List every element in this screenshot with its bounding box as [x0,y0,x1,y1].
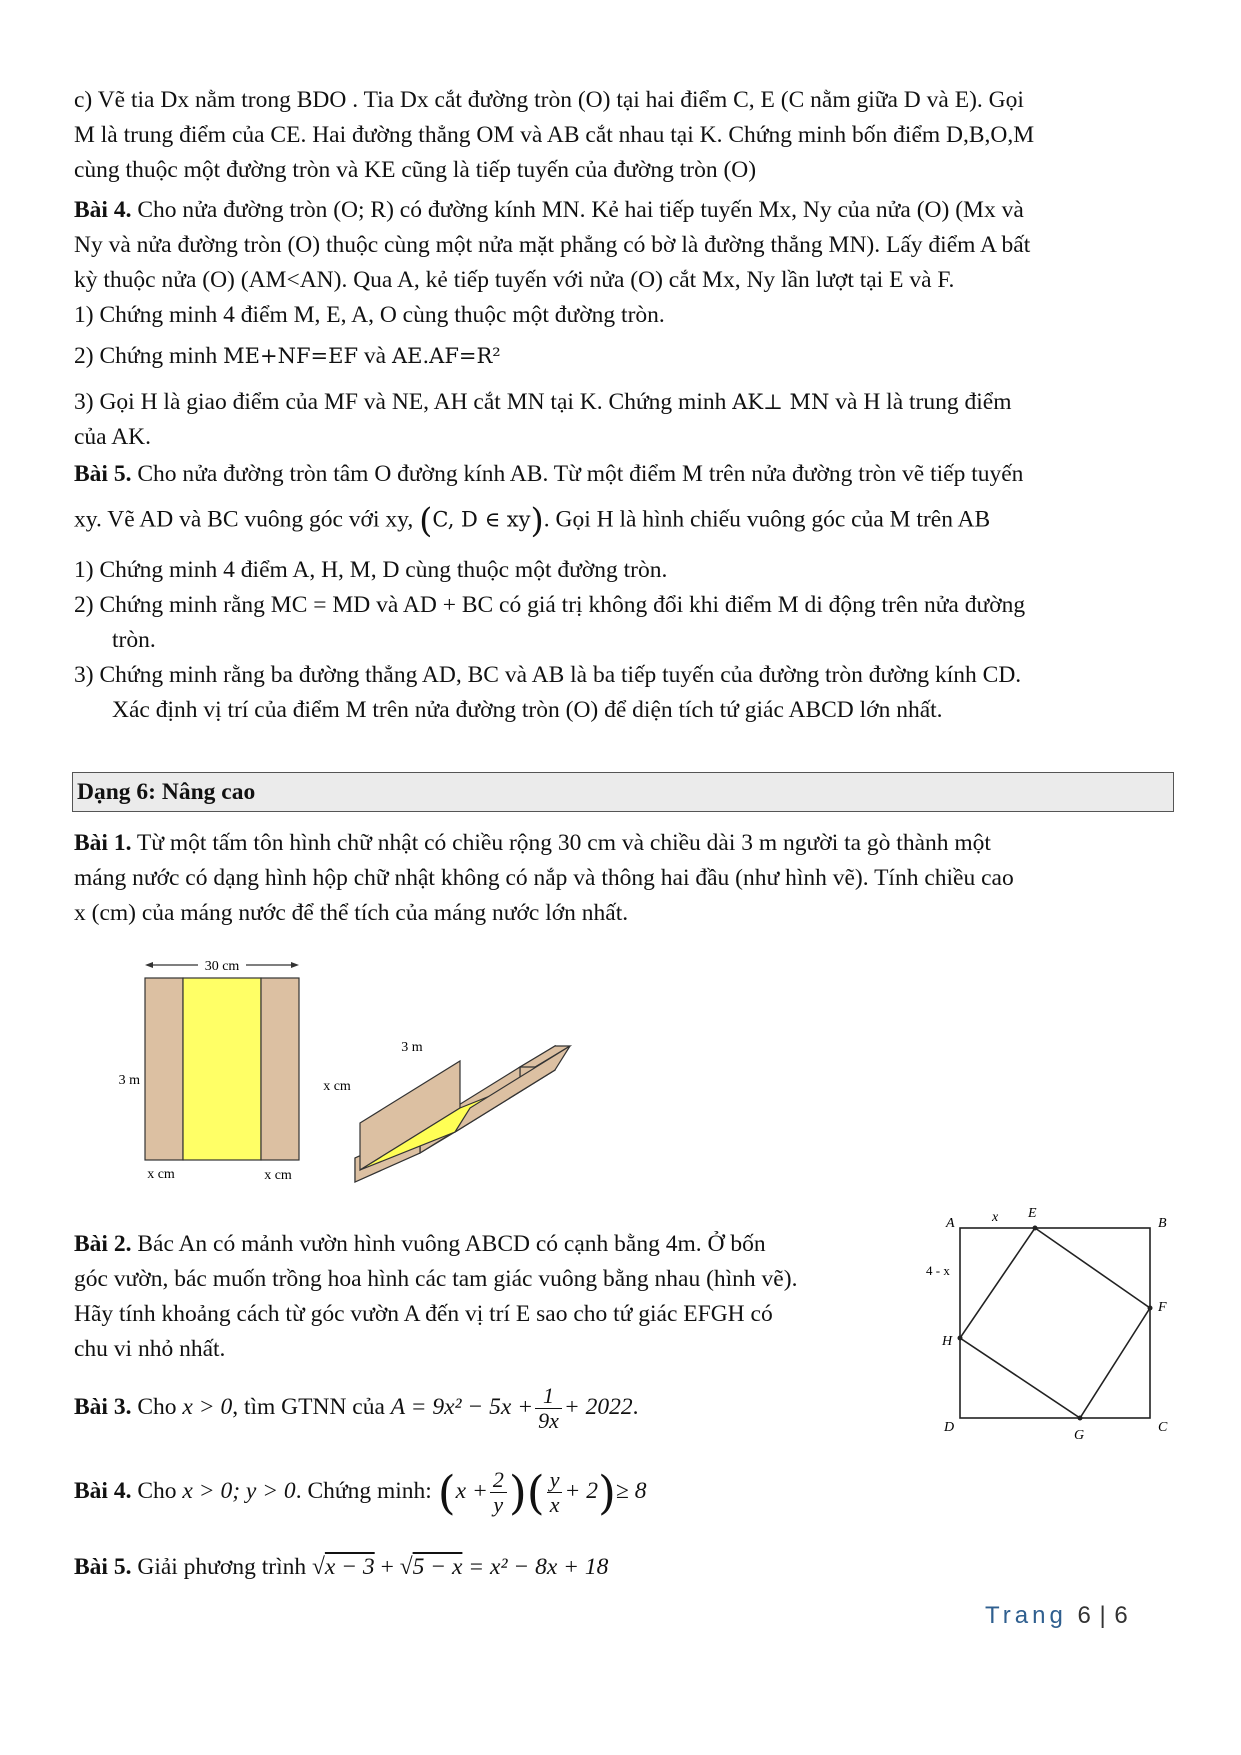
label-F: F [1158,1300,1167,1315]
bai5-text: Giải phương trình [131,1554,312,1580]
bai4-condition: x > 0; y > 0 [182,1478,296,1504]
bai3-text-a: Cho [131,1394,183,1420]
label-G: G [1074,1428,1085,1443]
bai5-prev-item-2-cont: tròn. [112,627,156,653]
bai4-f2-num: y [547,1468,563,1493]
bai4-prev-item-3-cont: của AK. [74,424,152,450]
bai4-f1-den: y [493,1492,504,1518]
x-left-label: x cm [147,1167,175,1182]
quadrilateral-efgh [960,1228,1150,1418]
label-4-minus-x: 4 - x [926,1263,950,1278]
label-E: E [1028,1206,1037,1221]
bai4-prev-item-2-text: 2) Chứng minh [74,343,224,369]
label-D: D [944,1420,955,1435]
bai5-prev-label: Bài 5. [74,461,132,487]
bai4-prev-item-3-math: AK⊥ MN [732,390,830,414]
part-c-line-2: M là trung điểm của CE. Hai đường thẳng OM và AB cắt nhau tại K. Chứng minh bốn điểm D,B,O,M [74,122,1035,148]
bai5-line: Bài 5. Giải phương trình √x − 3 + √5 − x = x² − 8x + 18 [74,1554,609,1580]
bai5-radical-1: x − 3 [324,1554,375,1580]
bai4-prev-item-3-text-b: và H là trung điểm [829,389,1012,415]
sheet-right-side [261,978,299,1160]
bai4-prev-item-2 [74,339,1172,374]
bai5-prev-math: C, D ∈ xy [432,507,531,532]
bai4-text-b: . Chứng minh: [295,1478,438,1504]
bai5-prev-item-3-cont: Xác định vị trí của điểm M trên nửa đường tròn (O) để diện tích tứ giác ABCD lớn nhất. [112,697,943,723]
bai4-prev-label: Bài 4. [74,197,132,223]
bai2-line-1 [74,1227,914,1262]
bai5-prev-line-2: xy. Vẽ AD và BC vuông góc với xy, (C, D ∈ xy). Gọi H là hình chiếu vuông góc của M trên AB [74,501,991,541]
bai3-text-b: , tìm GTNN của [232,1394,391,1420]
bai5-prev-line-1 [74,457,1172,492]
bai3-fraction [535,1384,562,1433]
bai4-x-plus: x + [455,1478,488,1504]
bai3-expr-b: + 2022 [563,1394,633,1420]
bai3-frac-den: 9x [538,1408,559,1434]
bai1-text-1: Từ một tấm tôn hình chữ nhật có chiều rộng 30 cm và chiều dài 3 m người ta gò thành một [131,830,991,856]
footer-label: Trang [985,1602,1067,1629]
bai5-prev-item-1: 1) Chứng minh 4 điểm A, H, M, D cùng thuộc một đường tròn. [74,557,668,583]
bai5-prev-text-2b: . Gọi H là hình chiếu vuông góc của M trên AB [543,506,991,533]
square-abcd [960,1228,1150,1418]
bai1-line-3: x (cm) của máng nước để thể tích của máng nước lớn nhất. [74,900,629,926]
bai4-line: Bài 4. Cho x > 0; y > 0. Chứng minh: (x + $\frac{2}{y}$ )( $\frac{y}{x}$ + 2)≥ 8 [74,1465,647,1520]
label-C: C [1158,1420,1168,1435]
trough-length-label: 3 m [401,1040,423,1055]
width-label: 30 cm [204,959,240,974]
bai2-line-3: Hãy tính khoảng cách từ góc vườn A đến vị trí E sao cho tứ giác EFGH có [74,1301,773,1327]
sheet-middle [183,978,261,1160]
bai4-prev-item-2-math-2: AE.AF=R² [391,344,501,368]
page-footer [985,1602,1129,1630]
bai5-label: Bài 5. [74,1554,132,1580]
bai4-prev-line-1 [74,193,1172,228]
section-header [72,772,1174,812]
label-H: H [942,1334,953,1349]
bai4-fraction-2 [547,1468,563,1517]
bai5-radical-2: 5 − x [412,1554,463,1580]
bai4-prev-item-3-text: 3) Gọi H là giao điểm của MF và NE, AH cắt MN tại K. Chứng minh [74,389,733,415]
bai1-line-1 [74,826,1172,861]
label-A: A [946,1216,955,1231]
label-B: B [1158,1216,1167,1231]
section-title: Dạng 6: Nâng cao [77,779,256,805]
bai5-prev-text-1: Cho nửa đường tròn tâm O đường kính AB. Từ một điểm M trên nửa đường tròn vẽ tiếp tuyến [131,461,1024,487]
bai2-line-4: chu vi nhỏ nhất. [74,1336,226,1362]
figure-square-garden [920,1195,1190,1465]
bai4-geq: ≥ 8 [615,1478,647,1504]
bai4-prev-item-2-and: và [358,343,392,369]
bai5-prev-item-3: 3) Chứng minh rằng ba đường thẳng AD, BC và AB là ba tiếp tuyến của đường tròn đường kính CD. [74,662,1022,688]
bai2-text-1: Bác An có mảnh vườn hình vuông ABCD có cạnh bằng 4m. Ở bốn [131,1231,766,1257]
bai4-prev-text-1: Cho nửa đường tròn (O; R) có đường kính MN. Kẻ hai tiếp tuyến Mx, Ny của nửa (O) (Mx và [131,197,1024,223]
bai5-prev-text-2a: xy. Vẽ AD và BC vuông góc với xy, [74,506,420,533]
bai5-prev-item-2: 2) Chứng minh rằng MC = MD và AD + BC có giá trị không đổi khi điểm M di động trên nửa đường [74,592,1026,618]
length-label: 3 m [118,1073,140,1088]
bai3-end: . [632,1394,639,1420]
bai4-f2-den: x [549,1492,560,1518]
sheet-left-side [145,978,183,1160]
bai4-f1-num: 2 [490,1468,507,1493]
bai4-plus-2: + 2 [564,1478,598,1504]
bai5-plus: + [374,1554,400,1580]
bai4-prev-item-2-math-1: ME+NF=EF [223,344,359,368]
bai3-condition: x > 0 [182,1394,233,1420]
x-right-label: x cm [264,1168,292,1183]
bai3-label: Bài 3. [74,1394,132,1420]
bai4-label: Bài 4. [74,1478,132,1504]
part-c-line-3: cùng thuộc một đường tròn và KE cũng là tiếp tuyến của đường tròn (O) [74,157,757,183]
bai4-prev-line-2: Ny và nửa đường tròn (O) thuộc cùng một nửa mặt phẳng có bờ là đường thẳng MN). Lấy điểm A bất [74,232,1031,258]
part-c-line-1: c) Vẽ tia Dx nằm trong BDO . Tia Dx cắt đường tròn (O) tại hai điểm C, E (C nằm giữa D và E). Gọi [74,87,1024,113]
bai1-label: Bài 1. [74,830,132,856]
bai1-line-2: máng nước có dạng hình hộp chữ nhật không có nắp và thông hai đầu (như hình vẽ). Tính chiều cao [74,865,1014,891]
bai5-rhs: = x² − 8x + 18 [462,1554,609,1580]
bai3-line [74,1382,914,1433]
bai2-label: Bài 2. [74,1231,132,1257]
bai4-prev-item-3 [74,385,1172,420]
bai3-frac-num: 1 [535,1384,562,1409]
footer-page-number: 6 | 6 [1077,1602,1129,1629]
bai4-text-a: Cho [131,1478,183,1504]
label-x: x [992,1210,999,1225]
bai4-prev-item-1: 1) Chứng minh 4 điểm M, E, A, O cùng thuộc một đường tròn. [74,302,665,328]
bai3-expr-a: A = 9x² − 5x + [390,1394,534,1420]
trough-x-label: x cm [323,1079,351,1094]
bai4-prev-line-3: kỳ thuộc nửa (O) (AM<AN). Qua A, kẻ tiếp tuyến với nửa (O) cắt Mx, Ny lần lượt tại E và F. [74,267,955,293]
bai4-fraction-1 [490,1468,507,1517]
bai2-line-2: góc vườn, bác muốn trồng hoa hình các tam giác vuông bằng nhau (hình vẽ). [74,1266,798,1292]
figure-sheet-trough [100,948,660,1188]
